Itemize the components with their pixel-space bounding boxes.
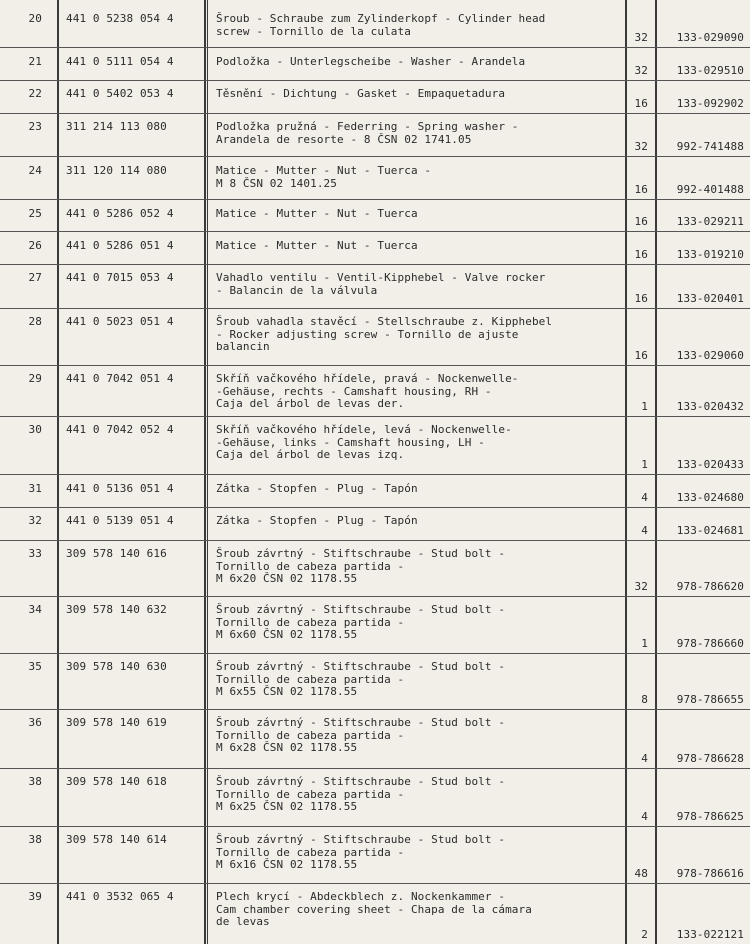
part-number: 309 578 140 632 (66, 603, 167, 616)
order-code: 978-786660 (676, 637, 744, 650)
item-number: 22 (28, 87, 42, 100)
order-code: 133-020432 (676, 400, 744, 413)
quantity: 4 (641, 491, 648, 504)
description-line: Matice - Mutter - Nut - Tuerca - (216, 164, 432, 177)
description-line: M 6x20 ČSN 02 1178.55 (216, 572, 358, 586)
item-number: 38 (28, 833, 42, 846)
quantity: 16 (634, 97, 648, 110)
quantity: 2 (641, 928, 648, 941)
order-code: 133-029211 (676, 215, 744, 228)
description-line: Šroub - Schraube zum Zylinderkopf - Cylinder head (216, 12, 546, 25)
row-divider (0, 264, 750, 265)
part-number: 441 0 5402 053 4 (66, 87, 174, 100)
order-code: 992-401488 (676, 183, 744, 196)
part-number: 441 0 7042 051 4 (66, 372, 174, 385)
description-line: screw - Tornillo de la culata (216, 24, 411, 38)
item-number: 39 (28, 890, 42, 903)
row-divider (0, 826, 750, 827)
part-number: 311 120 114 080 (66, 164, 167, 177)
description-line: Zátka - Stopfen - Plug - Tapón (216, 482, 418, 495)
part-number: 441 0 5238 054 4 (66, 12, 174, 25)
description-line: Tornillo de cabeza partida - (216, 787, 405, 801)
quantity: 1 (641, 637, 648, 650)
order-code: 133-020433 (676, 458, 744, 471)
row-divider (0, 540, 750, 541)
description-line: Podložka - Unterlegscheibe - Washer - Arandela (216, 55, 526, 68)
column-divider (204, 0, 206, 944)
description-line: Šroub závrtný - Stiftschraube - Stud bolt - (216, 547, 506, 560)
description-line: Podložka pružná - Federring - Spring washer - (216, 120, 519, 133)
item-number: 24 (28, 164, 42, 177)
part-number: 311 214 113 080 (66, 120, 167, 133)
row-divider (0, 507, 750, 508)
item-number: 20 (28, 12, 42, 25)
description-line: Zátka - Stopfen - Plug - Tapón (216, 514, 418, 527)
order-code: 133-024681 (676, 524, 744, 537)
row-divider (0, 596, 750, 597)
item-number: 30 (28, 423, 42, 436)
order-code: 978-786628 (676, 752, 744, 765)
row-divider (0, 365, 750, 366)
description-line: Tornillo de cabeza partida - (216, 615, 405, 629)
order-code: 133-029090 (676, 31, 744, 44)
part-number: 309 578 140 618 (66, 775, 167, 788)
description-line: Vahadlo ventilu - Ventil-Kipphebel - Valve rocker (216, 271, 546, 284)
description-line: Těsnění - Dichtung - Gasket - Empaquetadura (216, 87, 506, 100)
row-divider (0, 80, 750, 81)
description-line: -Gehäuse, rechts - Camshaft housing, RH - (216, 384, 492, 398)
part-number: 441 0 5111 054 4 (66, 55, 174, 68)
quantity: 16 (634, 215, 648, 228)
row-divider (0, 156, 750, 157)
part-number: 441 0 5286 051 4 (66, 239, 174, 252)
description-line: M 6x25 ČSN 02 1178.55 (216, 800, 358, 814)
item-number: 36 (28, 716, 42, 729)
row-divider (0, 474, 750, 475)
part-number: 309 578 140 614 (66, 833, 167, 846)
quantity: 16 (634, 183, 648, 196)
row-divider (0, 653, 750, 654)
order-code: 978-786620 (676, 580, 744, 593)
order-code: 992-741488 (676, 140, 744, 153)
description-line: M 6x28 ČSN 02 1178.55 (216, 741, 358, 755)
part-number: 441 0 5023 051 4 (66, 315, 174, 328)
quantity: 4 (641, 810, 648, 823)
item-number: 31 (28, 482, 42, 495)
part-number: 441 0 7015 053 4 (66, 271, 174, 284)
row-divider (0, 231, 750, 232)
description-line: Šroub závrtný - Stiftschraube - Stud bolt - (216, 775, 506, 788)
description-line: M 6x60 ČSN 02 1178.55 (216, 628, 358, 642)
order-code: 978-786616 (676, 867, 744, 880)
description-line: Skříň vačkového hřídele, pravá - Nockenwelle- (216, 372, 519, 385)
part-number: 441 0 3532 065 4 (66, 890, 174, 903)
item-number: 21 (28, 55, 42, 68)
quantity: 32 (634, 31, 648, 44)
order-code: 133-020401 (676, 292, 744, 305)
description-line: Caja del árbol de levas izq. (216, 448, 405, 462)
item-number: 33 (28, 547, 42, 560)
order-code: 133-019210 (676, 248, 744, 261)
item-number: 29 (28, 372, 42, 385)
description-line: - Balancin de la válvula (216, 283, 378, 297)
quantity: 48 (634, 867, 648, 880)
quantity: 1 (641, 400, 648, 413)
description-line: balancin (216, 340, 270, 354)
description-line: Tornillo de cabeza partida - (216, 728, 405, 742)
item-number: 38 (28, 775, 42, 788)
description-line: - Rocker adjusting screw - Tornillo de ajuste (216, 327, 519, 341)
description-line: M 6x55 ČSN 02 1178.55 (216, 685, 358, 699)
row-divider (0, 308, 750, 309)
part-number: 441 0 7042 052 4 (66, 423, 174, 436)
description-line: Šroub závrtný - Stiftschraube - Stud bolt - (216, 660, 506, 673)
description-line: Tornillo de cabeza partida - (216, 672, 405, 686)
quantity: 16 (634, 248, 648, 261)
description-line: M 6x16 ČSN 02 1178.55 (216, 858, 358, 872)
description-line: Šroub závrtný - Stiftschraube - Stud bolt - (216, 603, 506, 616)
description-line: de levas (216, 915, 270, 929)
description-line: M 8 ČSN 02 1401.25 (216, 176, 338, 190)
part-number: 441 0 5136 051 4 (66, 482, 174, 495)
quantity: 16 (634, 292, 648, 305)
description-line: Cam chamber covering sheet - Chapa de la cámara (216, 902, 532, 916)
row-divider (0, 113, 750, 114)
quantity: 16 (634, 349, 648, 362)
description-line: Tornillo de cabeza partida - (216, 559, 405, 573)
order-code: 133-022121 (676, 928, 744, 941)
part-number: 441 0 5139 051 4 (66, 514, 174, 527)
description-line: Matice - Mutter - Nut - Tuerca (216, 239, 418, 252)
column-divider (57, 0, 59, 944)
row-divider (0, 47, 750, 48)
description-line: Plech krycí - Abdeckblech z. Nockenkammer - (216, 890, 506, 903)
description-line: Matice - Mutter - Nut - Tuerca (216, 207, 418, 220)
item-number: 25 (28, 207, 42, 220)
quantity: 4 (641, 524, 648, 537)
order-code: 978-786625 (676, 810, 744, 823)
order-code: 978-786655 (676, 693, 744, 706)
quantity: 32 (634, 580, 648, 593)
quantity: 8 (641, 693, 648, 706)
item-number: 28 (28, 315, 42, 328)
description-line: Šroub vahadla stavěcí - Stellschraube z. Kipphebel (216, 315, 553, 328)
quantity: 32 (634, 140, 648, 153)
order-code: 133-092902 (676, 97, 744, 110)
item-number: 35 (28, 660, 42, 673)
item-number: 27 (28, 271, 42, 284)
row-divider (0, 199, 750, 200)
description-line: Caja del árbol de levas der. (216, 397, 405, 411)
description-line: Arandela de resorte - 8 ČSN 02 1741.05 (216, 132, 472, 146)
part-number: 309 578 140 619 (66, 716, 167, 729)
description-line: Tornillo de cabeza partida - (216, 845, 405, 859)
row-divider (0, 416, 750, 417)
description-line: Skříň vačkového hřídele, levá - Nockenwelle- (216, 423, 512, 436)
description-line: Šroub závrtný - Stiftschraube - Stud bolt - (216, 716, 506, 729)
item-number: 26 (28, 239, 42, 252)
part-number: 441 0 5286 052 4 (66, 207, 174, 220)
part-number: 309 578 140 616 (66, 547, 167, 560)
order-code: 133-024680 (676, 491, 744, 504)
part-number: 309 578 140 630 (66, 660, 167, 673)
item-number: 23 (28, 120, 42, 133)
description-line: Šroub závrtný - Stiftschraube - Stud bolt - (216, 833, 506, 846)
item-number: 32 (28, 514, 42, 527)
row-divider (0, 768, 750, 769)
row-divider (0, 883, 750, 884)
column-divider (207, 0, 208, 944)
quantity: 4 (641, 752, 648, 765)
item-number: 34 (28, 603, 42, 616)
row-divider (0, 709, 750, 710)
quantity: 1 (641, 458, 648, 471)
description-line: -Gehäuse, links - Camshaft housing, LH - (216, 435, 485, 449)
order-code: 133-029510 (676, 64, 744, 77)
order-code: 133-029060 (676, 349, 744, 362)
quantity: 32 (634, 64, 648, 77)
